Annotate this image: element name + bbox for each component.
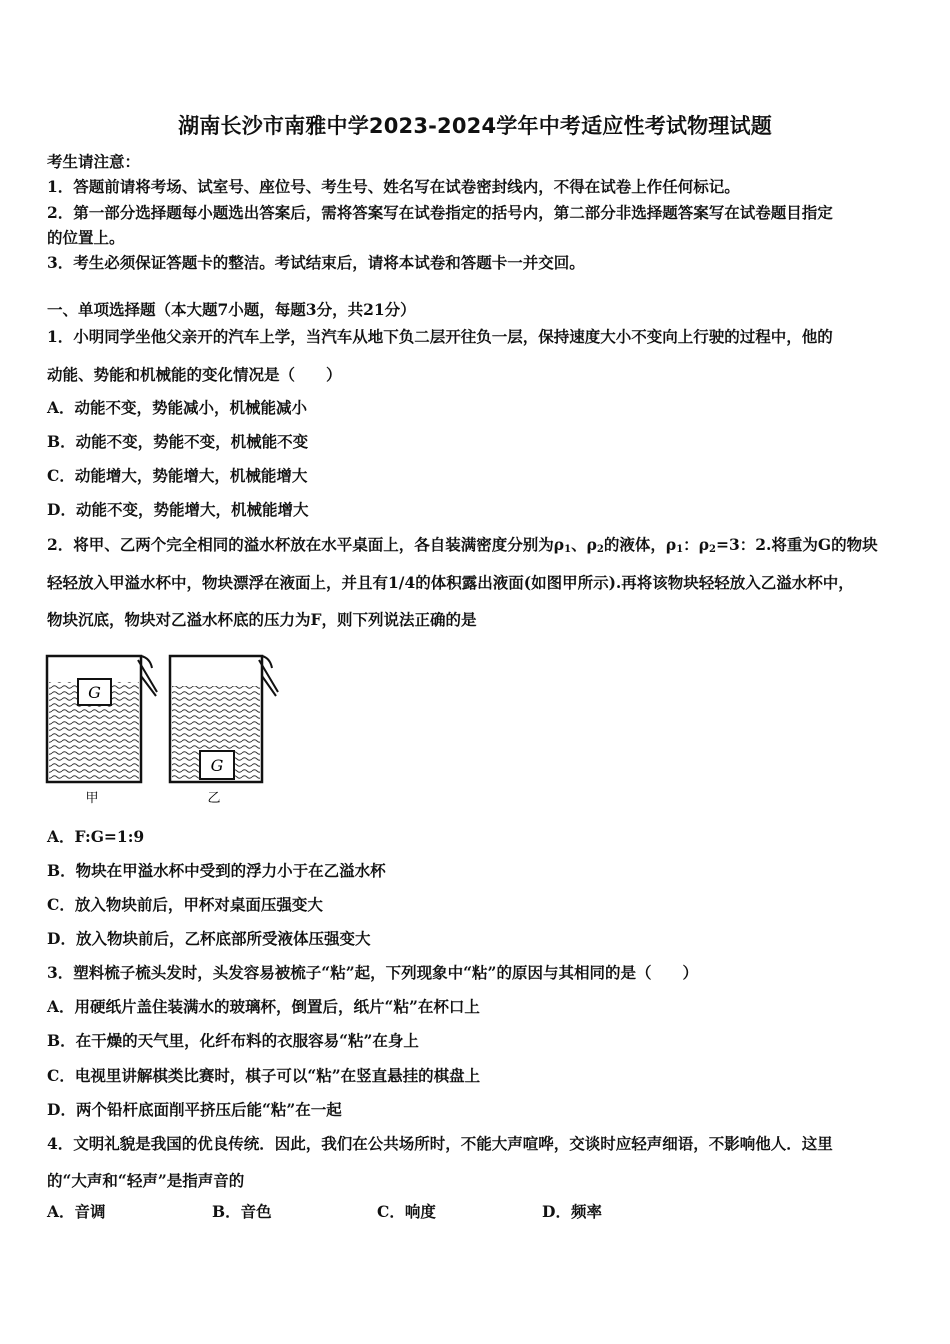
q2-stem-a: 2．将甲、乙两个完全相同的溢水杯放在水平桌面上，各自装满密度分别为 — [47, 535, 554, 554]
q4-option-d: D．频率 — [542, 1202, 602, 1221]
page-title: 湖南长沙市南雅中学2023-2024学年中考适应性考试物理试题 — [178, 114, 772, 138]
q4-option-c: C．响度 — [377, 1202, 436, 1221]
block-label: G — [210, 756, 224, 775]
cup-jia — [47, 656, 157, 782]
caption-yi: 乙 — [207, 791, 221, 806]
ratio-colon: ： — [683, 535, 699, 554]
q3-option-d: D．两个铅杆底面削平挤压后能“粘”在一起 — [47, 1100, 342, 1119]
cup-yi — [170, 656, 278, 782]
q1-option-d: D．动能不变，势能增大，机械能增大 — [47, 500, 309, 519]
q4-option-a: A．音调 — [47, 1202, 106, 1221]
notice-item-1: 1．答题前请将考场、试室号、座位号、考生号、姓名写在试卷密封线内，不得在试卷上作任何标记。 — [47, 177, 740, 196]
q3-stem: 3．塑料梳子梳头发时，头发容易被梳子“粘”起，下列现象中“粘”的原因与其相同的是（ ） — [47, 963, 698, 982]
notice-item-3: 3．考生必须保证答题卡的整洁。考试结束后，请将本试卷和答题卡一并交回。 — [47, 253, 585, 272]
q3-option-a: A．用硬纸片盖住装满水的玻璃杯，倒置后，纸片“粘”在杯口上 — [47, 997, 480, 1016]
q4-option-b: B．音色 — [212, 1202, 272, 1221]
rho-symbol: ρ — [698, 535, 709, 554]
q1-option-c: C．动能增大，势能增大，机械能增大 — [47, 466, 308, 485]
section-heading: 一、单项选择题（本大题7小题，每题3分，共21分） — [47, 300, 416, 319]
notice-item-2: 2．第一部分选择题每小题选出答案后，需将答案写在试卷指定的括号内，第二部分非选择题答案写在试卷题目指定 — [47, 203, 833, 222]
q2-option-d: D．放入物块前后，乙杯底部所受液体压强变大 — [47, 929, 371, 948]
q2-stem-b: 的液体， — [603, 535, 666, 554]
q1-stem-cont: 动能、势能和机械能的变化情况是（ ） — [47, 365, 342, 384]
q4-stem: 4．文明礼貌是我国的优良传统．因此，我们在公共场所时，不能大声喧哗，交谈时应轻声细语，不影响他人．这里 — [47, 1134, 833, 1153]
q1-stem: 1．小明同学坐他父亲开的汽车上学，当汽车从地下负二层开往负一层，保持速度大小不变向上行驶的过程中，他的 — [47, 327, 833, 346]
overflow-cup-figure — [42, 648, 282, 808]
q3-option-c: C．电视里讲解棋类比赛时，棋子可以“粘”在竖直悬挂的棋盘上 — [47, 1066, 481, 1085]
block-label: G — [88, 683, 101, 702]
q2-stem — [47, 535, 878, 560]
rho-symbol: ρ — [665, 535, 677, 554]
q1-option-b: B．动能不变，势能不变，机械能不变 — [47, 432, 309, 451]
floating-block — [78, 679, 111, 705]
q1-option-a: A．动能不变，势能减小，机械能减小 — [47, 398, 308, 417]
q4-options — [47, 1202, 747, 1224]
q2-stem-c: =3：2.将重为G的物块 — [715, 535, 878, 554]
q3-option-b: B．在干燥的天气里，化纤布料的衣服容易“粘”在身上 — [47, 1031, 419, 1050]
rho-symbol: ρ — [553, 535, 565, 554]
separator: 、 — [571, 535, 587, 554]
notice-heading: 考生请注意： — [47, 152, 141, 171]
rho-sub-2: 2 — [709, 544, 716, 555]
rho-sub-2: 2 — [596, 544, 604, 555]
rho-symbol: ρ — [586, 535, 597, 554]
caption-jia: 甲 — [85, 791, 99, 806]
sunk-block — [200, 751, 234, 779]
rho-sub-1: 1 — [676, 544, 684, 555]
overflow-cup-diagram — [42, 648, 282, 808]
q2-stem-line3: 物块沉底，物块对乙溢水杯底的压力为F，则下列说法正确的是 — [47, 610, 477, 629]
q2-option-c: C．放入物块前后，甲杯对桌面压强变大 — [47, 895, 323, 914]
rho-sub-1: 1 — [564, 544, 572, 555]
notice-item-2-cont: 的位置上。 — [47, 228, 125, 247]
q2-option-a: A．F:G=1:9 — [47, 827, 145, 846]
q4-stem-cont: 的“大声和“轻声”是指声音的 — [47, 1171, 245, 1190]
q2-stem-line2: 轻轻放入甲溢水杯中，物块漂浮在液面上，并且有1/4的体积露出液面(如图甲所示).再将该物块轻轻放入乙溢水杯中， — [47, 573, 854, 592]
q2-option-b: B．物块在甲溢水杯中受到的浮力小于在乙溢水杯 — [47, 861, 386, 880]
